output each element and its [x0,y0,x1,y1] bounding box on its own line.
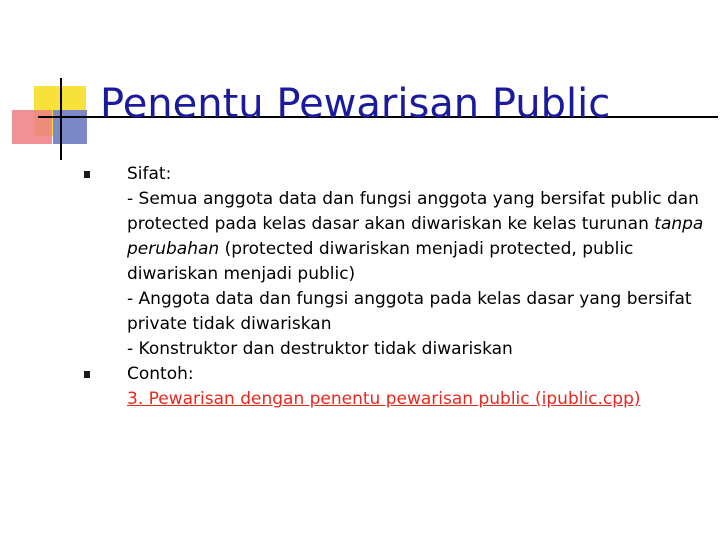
decor-vertical-line [60,78,62,160]
slide-title: Penentu Pewarisan Public [100,81,611,127]
bullet-item-sifat [80,162,705,362]
bullet-heading: Contoh: [127,364,194,384]
bullet-list [80,162,705,412]
bullet-item-contoh [80,362,705,412]
paragraph-text: (protected diwariskan menjadi protected, public diwariskan menjadi public) [127,239,634,284]
bullet-heading: Sifat: [127,164,172,184]
paragraph-text: - Semua anggota data dan fungsi anggota yang bersifat public dan protected pada kelas dasar akan diwariskan ke kelas turunan [127,189,699,234]
example-link[interactable]: 3. Pewarisan dengan penentu pewarisan public (ipublic.cpp) [127,389,641,409]
bullet-paragraph-2: - Anggota data dan fungsi anggota pada kelas dasar yang bersifat private tidak diwariskan [127,289,692,334]
bullet-paragraph-1 [127,187,705,287]
italic-phrase: tanpa perubahan [127,214,704,259]
bullet-square-icon [84,171,90,178]
bullet-paragraph-3: - Konstruktor dan destruktor tidak diwariskan [127,339,513,359]
bullet-square-icon [84,371,90,378]
